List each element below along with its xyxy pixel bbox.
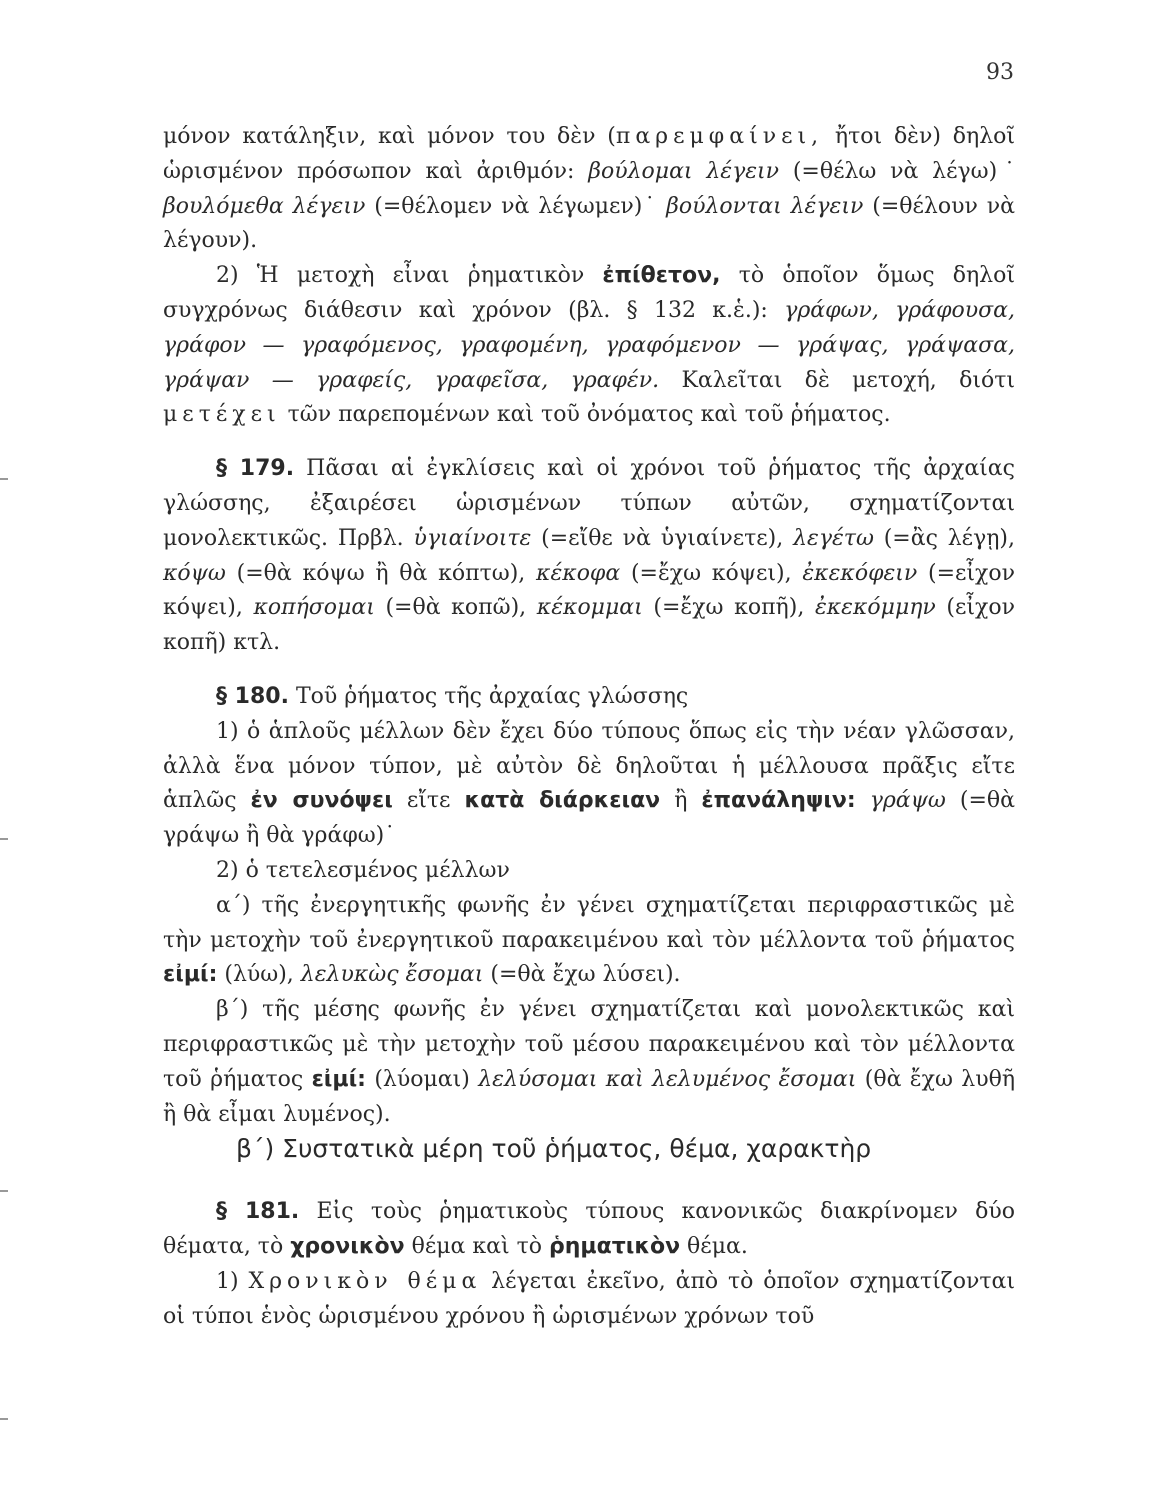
paragraph-continuation: μόνον κατάληξιν, καὶ μόνον του δὲν (παρεμφαίνει, ἤτοι δὲν) δηλοῖ ὡρισμένον πρόσωπον καὶ ἀριθμόν: βούλομαι λέγειν (=θέλω νὰ λέγω)˙ βουλόμεθα λέγειν (=θέλομεν νὰ λέγωμεν)˙ βούλονται λέγειν (=θέλουν νὰ λέγουν). xyxy=(163,124,1016,254)
section-heading: β΄) Συστατικὰ μέρη τοῦ ῥήματος, θέμα, χαρακτὴρ xyxy=(236,1134,872,1164)
margin-mark xyxy=(0,1190,8,1192)
section-180-item-2b: β΄) τῆς μέσης φωνῆς ἐν γένει σχηματίζεται καὶ μονολεκτικῶς καὶ περιφραστικῶς μὲ τὴν μετοχὴν τοῦ μέσου παρακειμένου καὶ τὸν μέλλοντα τοῦ ῥήματος εἰμί: (λύομαι) λελύσομαι καὶ λελυμένος ἔσομαι (θὰ ἔχω λυθῆ ἢ θὰ εἶμαι λυμένος). xyxy=(163,997,1016,1127)
section-180-item-2: 2) ὁ τετελεσμένος μέλλων xyxy=(216,857,510,883)
page-body xyxy=(163,120,1015,1334)
page-number: 93 xyxy=(986,60,1014,85)
section-181-item-1: 1) Χρονικὸν θέμα λέγεται ἐκεῖνο, ἀπὸ τὸ ὁποῖον σχηματίζονται οἱ τύποι ἑνὸς ὡρισμένου χρόνου ἢ ὡρισμένων χρόνων τοῦ xyxy=(163,1268,1015,1329)
section-181: § 181. Εἰς τοὺς ῥηματικοὺς τύπους κανονικῶς διακρίνομεν δύο θέματα, τὸ χρονικὸν θέμα καὶ τὸ ῥηματικὸν θέμα. xyxy=(163,1199,1015,1259)
section-180: § 180. Τοῦ ῥήματος τῆς ἀρχαίας γλώσσης xyxy=(216,683,689,709)
margin-mark xyxy=(0,838,8,840)
section-179: § 179. Πᾶσαι αἱ ἐγκλίσεις καὶ οἱ χρόνοι τοῦ ῥήματος τῆς ἀρχαίας γλώσσης, ἐξαιρέσει ὡρισμένων τύπων αὐτῶν, σχηματίζονται μονολεκτικῶς. Πρβλ. ὑγιαίνοιτε (=εἴθε νὰ ὑγιαίνετε), λεγέτω (=ἂς λέγῃ), κόψω (=θὰ κόψω ἢ θὰ κόπτω), κέκοφα (=ἔχω κόψει), ἐκεκόφειν (=εἶχον κόψει), κοπήσομαι (=θὰ κοπῶ), κέκομμαι (=ἔχω κοπῆ), ἐκεκόμμην (εἶχον κοπῆ) κτλ. xyxy=(163,456,1016,656)
section-180-item-2a: α΄) τῆς ἐνεργητικῆς φωνῆς ἐν γένει σχηματίζεται περιφραστικῶς μὲ τὴν μετοχὴν τοῦ ἐνεργητικοῦ παρακειμένου καὶ τὸν μέλλοντα τοῦ ῥήματος εἰμί: (λύω), λελυκὼς ἔσομαι (=θὰ ἔχω λύσει). xyxy=(163,892,1015,988)
margin-mark xyxy=(0,478,8,480)
paragraph-participle: 2) Ἡ μετοχὴ εἶναι ῥηματικὸν ἐπίθετον, τὸ ὁποῖον ὅμως δηλοῖ συγχρόνως διάθεσιν καὶ χρόνον (βλ. § 132 κ.ἑ.): γράφων, γράφουσα, γράφον — γραφόμενος, γραφομένη, γραφόμενον — γράψας, γράψασα, γράψαν — γραφείς, γραφεῖσα, γραφέν. Καλεῖται δὲ μετοχή, διότι μετέχει τῶν παρεπομένων καὶ τοῦ ὀνόματος καὶ τοῦ ῥήματος. xyxy=(163,263,1016,428)
section-180-item-1: 1) ὁ ἁπλοῦς μέλλων δὲν ἔχει δύο τύπους ὅπως εἰς τὴν νέαν γλῶσσαν, ἀλλὰ ἕνα μόνον τύπον, μὲ αὐτὸν δὲ δηλοῦται ἡ μέλλουσα πρᾶξις εἴτε ἁπλῶς ἐν συνόψει εἴτε κατὰ διάρκειαν ἢ ἐπανάληψιν: γράψω (=θὰ γράψω ἢ θὰ γράφω)˙ xyxy=(163,718,1016,849)
margin-mark xyxy=(0,1418,8,1420)
